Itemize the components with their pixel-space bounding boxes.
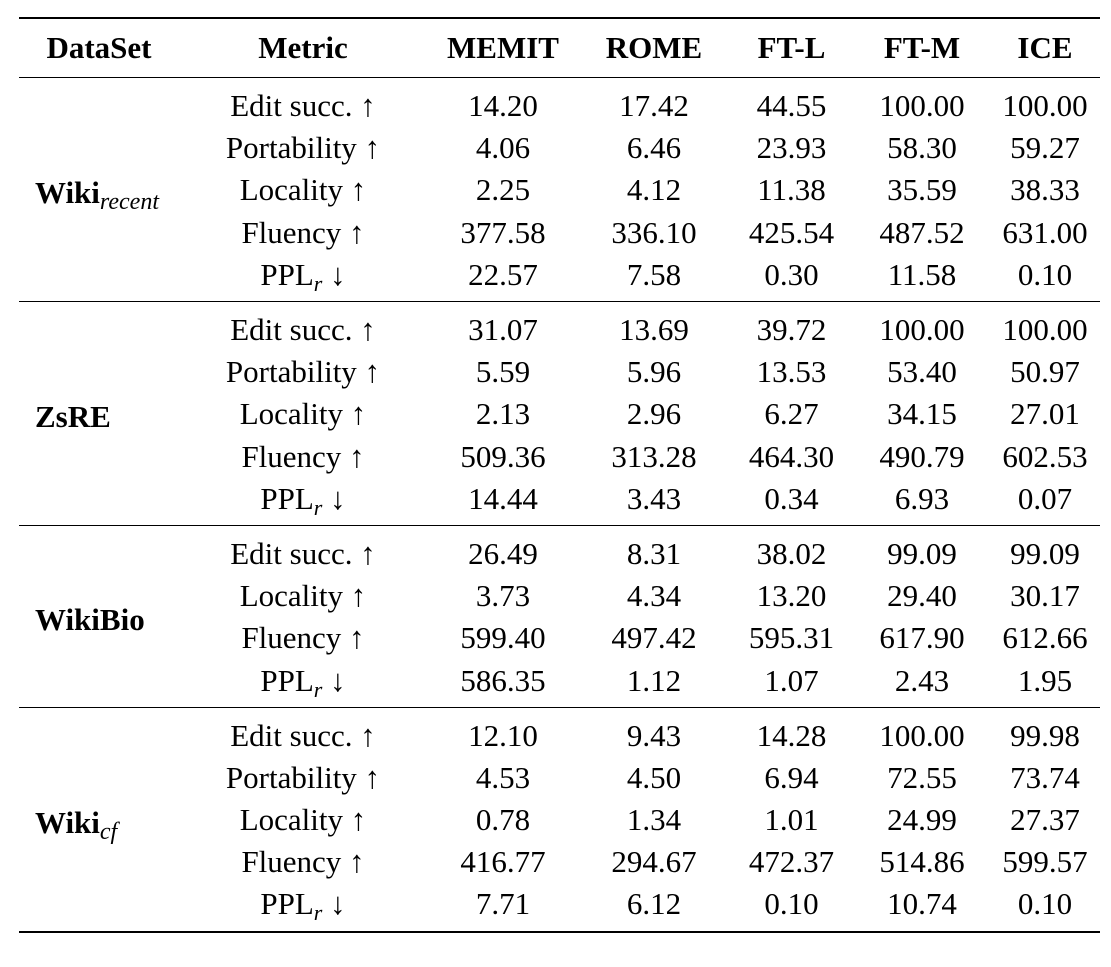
value-cell: 100.00: [879, 88, 965, 124]
value-cell: 14.44: [468, 480, 538, 516]
results-table-container: [19, 17, 1100, 933]
metric-name: Locality: [239, 802, 344, 838]
value-cell: 13.20: [756, 578, 827, 614]
value-cell: 44.55: [756, 88, 827, 124]
value-cell: 0.34: [764, 480, 819, 516]
value-cell: 7.71: [475, 886, 531, 922]
value-cell: 0.10: [1017, 256, 1073, 292]
value-cell: 13.69: [619, 312, 689, 348]
dataset-subscript: recent: [99, 188, 159, 215]
table-row: [19, 393, 1100, 435]
value-cell: 3.73: [475, 578, 531, 614]
value-cell: 38.33: [1010, 172, 1080, 208]
value-cell: 602.53: [1002, 438, 1088, 474]
header-ft-l: FT-L: [757, 30, 826, 65]
value-cell: 464.30: [748, 438, 835, 474]
value-cell: 73.74: [1010, 759, 1080, 795]
value-cell: 50.97: [1010, 354, 1080, 390]
metric-name: Edit succ.: [230, 312, 353, 348]
metric-cell: [179, 301, 427, 351]
value-cell: 4.34: [626, 578, 682, 614]
metric-cell: [179, 575, 427, 617]
header-ft-m: FT-M: [883, 30, 961, 65]
table-row: [19, 575, 1100, 617]
value-cell: 4.06: [475, 130, 531, 166]
metric-name: Portability: [225, 759, 357, 795]
value-cell: 497.42: [611, 620, 697, 656]
value-cell: 100.00: [879, 312, 965, 348]
value-cell: 2.13: [475, 396, 531, 432]
table-row: [19, 617, 1100, 659]
value-cell: 0.10: [1017, 886, 1073, 922]
metric-name: PPL: [260, 256, 314, 292]
metric-name: Fluency: [241, 438, 342, 474]
value-cell: 27.37: [1010, 802, 1080, 838]
value-cell: 336.10: [611, 214, 697, 250]
arrow-up-icon: ↑: [364, 130, 381, 166]
arrow-up-icon: ↑: [360, 312, 376, 348]
metric-subscript: r: [313, 676, 323, 702]
metric-cell: [179, 393, 427, 435]
value-cell: 35.59: [887, 172, 957, 208]
table-row: [19, 841, 1100, 883]
metric-name: PPL: [260, 480, 314, 516]
value-cell: 30.17: [1010, 578, 1080, 614]
metric-name: Portability: [225, 354, 357, 390]
value-cell: 13.53: [756, 354, 827, 390]
value-cell: 514.86: [879, 844, 965, 880]
metric-cell: [179, 436, 427, 478]
dataset-name: Wiki: [35, 174, 100, 210]
dataset-name-cell: [19, 301, 179, 525]
value-cell: 490.79: [879, 438, 965, 474]
dataset-group: [19, 525, 1100, 707]
value-cell: 100.00: [1002, 88, 1088, 124]
value-cell: 100.00: [1002, 312, 1088, 348]
value-cell: 599.57: [1002, 844, 1088, 880]
value-cell: 99.09: [1010, 535, 1080, 571]
header-dataset: DataSet: [46, 30, 152, 65]
value-cell: 14.28: [756, 717, 827, 753]
metric-name: Edit succ.: [230, 88, 353, 124]
value-cell: 1.01: [764, 802, 819, 838]
value-cell: 1.07: [764, 662, 819, 698]
header-rome: ROME: [605, 30, 703, 65]
arrow-up-icon: ↑: [364, 354, 381, 390]
arrow-up-icon: ↑: [350, 578, 367, 614]
value-cell: 0.10: [764, 886, 819, 922]
table-row: [19, 883, 1100, 931]
value-cell: 6.94: [764, 759, 819, 795]
metric-cell: [179, 799, 427, 841]
value-cell: 4.12: [626, 172, 682, 208]
metric-name: PPL: [260, 662, 314, 698]
value-cell: 1.34: [626, 802, 682, 838]
value-cell: 72.55: [887, 759, 957, 795]
metric-name: PPL: [260, 886, 314, 922]
value-cell: 7.58: [626, 256, 682, 292]
value-cell: 14.20: [468, 88, 538, 124]
value-cell: 1.95: [1017, 662, 1073, 698]
table-row: [19, 525, 1100, 575]
metric-cell: [179, 617, 427, 659]
dataset-group: [19, 301, 1100, 525]
value-cell: 5.59: [475, 354, 531, 390]
arrow-down-icon: ↓: [330, 662, 346, 698]
value-cell: 9.43: [626, 717, 682, 753]
header-memit: MEMIT: [447, 30, 559, 65]
value-cell: 2.43: [894, 662, 950, 698]
value-cell: 0.07: [1017, 480, 1073, 516]
table-row: [19, 436, 1100, 478]
metric-cell: [179, 254, 427, 302]
arrow-up-icon: ↑: [349, 214, 365, 250]
value-cell: 2.25: [475, 172, 531, 208]
metric-cell: [179, 659, 427, 707]
table-row: [19, 478, 1100, 526]
value-cell: 29.40: [887, 578, 957, 614]
value-cell: 8.31: [626, 535, 682, 571]
value-cell: 377.58: [460, 214, 546, 250]
metric-name: Fluency: [241, 844, 342, 880]
value-cell: 0.30: [764, 256, 819, 292]
value-cell: 53.40: [887, 354, 957, 390]
value-cell: 6.12: [626, 886, 682, 922]
value-cell: 11.38: [757, 172, 826, 208]
dataset-name-cell: [19, 78, 179, 302]
table-row: [19, 301, 1100, 351]
value-cell: 100.00: [879, 717, 965, 753]
dataset-subscript: cf: [99, 818, 118, 845]
value-cell: 17.42: [619, 88, 689, 124]
arrow-up-icon: ↑: [360, 535, 376, 571]
value-cell: 4.53: [475, 759, 531, 795]
value-cell: 99.98: [1010, 717, 1080, 753]
arrow-up-icon: ↑: [360, 88, 376, 124]
value-cell: 425.54: [748, 214, 835, 250]
dataset-name: WikiBio: [35, 601, 145, 637]
arrow-up-icon: ↑: [349, 438, 365, 474]
value-cell: 0.78: [475, 802, 531, 838]
value-cell: 416.77: [460, 844, 546, 880]
results-table: [19, 17, 1100, 933]
value-cell: 59.27: [1010, 130, 1080, 166]
metric-cell: [179, 757, 427, 799]
value-cell: 6.46: [626, 130, 682, 166]
arrow-up-icon: ↑: [350, 172, 367, 208]
value-cell: 31.07: [468, 312, 538, 348]
value-cell: 38.02: [756, 535, 827, 571]
metric-cell: [179, 525, 427, 575]
dataset-group: [19, 707, 1100, 931]
value-cell: 509.36: [460, 438, 546, 474]
metric-cell: [179, 478, 427, 526]
arrow-up-icon: ↑: [360, 717, 376, 753]
table-row: [19, 212, 1100, 254]
arrow-up-icon: ↑: [349, 620, 365, 656]
value-cell: 631.00: [1002, 214, 1088, 250]
table-row: [19, 169, 1100, 211]
arrow-up-icon: ↑: [349, 844, 365, 880]
dataset-name-cell: [19, 525, 179, 707]
metric-subscript: r: [313, 270, 323, 296]
value-cell: 6.93: [894, 480, 950, 516]
arrow-down-icon: ↓: [330, 256, 346, 292]
arrow-up-icon: ↑: [350, 802, 367, 838]
metric-name: Fluency: [241, 214, 342, 250]
value-cell: 10.74: [887, 886, 957, 922]
value-cell: 6.27: [764, 396, 819, 432]
metric-cell: [179, 78, 427, 128]
header-ice: ICE: [1017, 30, 1073, 65]
dataset-name: Wiki: [35, 804, 100, 840]
value-cell: 294.67: [611, 844, 697, 880]
value-cell: 612.66: [1002, 620, 1088, 656]
header-metric: Metric: [258, 30, 348, 65]
table-row: [19, 659, 1100, 707]
value-cell: 599.40: [460, 620, 546, 656]
value-cell: 11.58: [887, 256, 957, 292]
dataset-group: [19, 78, 1100, 302]
value-cell: 26.49: [468, 535, 538, 571]
metric-cell: [179, 351, 427, 393]
table-row: [19, 254, 1100, 302]
dataset-name: ZsRE: [35, 398, 111, 434]
metric-name: Edit succ.: [230, 717, 353, 753]
value-cell: 5.96: [626, 354, 682, 390]
metric-cell: [179, 841, 427, 883]
value-cell: 22.57: [468, 256, 538, 292]
metric-name: Portability: [225, 130, 357, 166]
metric-subscript: r: [313, 494, 323, 520]
metric-name: Edit succ.: [230, 535, 353, 571]
table-header: [19, 18, 1100, 78]
value-cell: 4.50: [626, 759, 682, 795]
metric-name: Locality: [239, 396, 344, 432]
value-cell: 58.30: [887, 130, 957, 166]
metric-cell: [179, 127, 427, 169]
value-cell: 472.37: [748, 844, 835, 880]
value-cell: 12.10: [468, 717, 538, 753]
value-cell: 313.28: [611, 438, 697, 474]
metric-subscript: r: [313, 900, 323, 926]
table-row: [19, 78, 1100, 128]
value-cell: 23.93: [756, 130, 827, 166]
metric-cell: [179, 707, 427, 757]
table-row: [19, 127, 1100, 169]
value-cell: 3.43: [626, 480, 682, 516]
arrow-up-icon: ↑: [350, 396, 367, 432]
arrow-down-icon: ↓: [330, 886, 346, 922]
value-cell: 1.12: [626, 662, 682, 698]
value-cell: 24.99: [887, 802, 957, 838]
value-cell: 2.96: [626, 396, 682, 432]
metric-cell: [179, 212, 427, 254]
table-row: [19, 799, 1100, 841]
value-cell: 617.90: [879, 620, 965, 656]
table-row: [19, 757, 1100, 799]
header-row: [19, 18, 1100, 78]
value-cell: 27.01: [1010, 396, 1080, 432]
value-cell: 487.52: [879, 214, 965, 250]
metric-cell: [179, 883, 427, 931]
value-cell: 34.15: [887, 396, 957, 432]
value-cell: 595.31: [748, 620, 835, 656]
dataset-name-cell: [19, 707, 179, 931]
table-row: [19, 707, 1100, 757]
value-cell: 99.09: [887, 535, 957, 571]
metric-name: Fluency: [241, 620, 342, 656]
metric-name: Locality: [239, 172, 344, 208]
value-cell: 39.72: [756, 312, 827, 348]
table-row: [19, 351, 1100, 393]
value-cell: 586.35: [460, 662, 546, 698]
metric-cell: [179, 169, 427, 211]
metric-name: Locality: [239, 578, 344, 614]
arrow-up-icon: ↑: [364, 759, 381, 795]
arrow-down-icon: ↓: [330, 480, 346, 516]
